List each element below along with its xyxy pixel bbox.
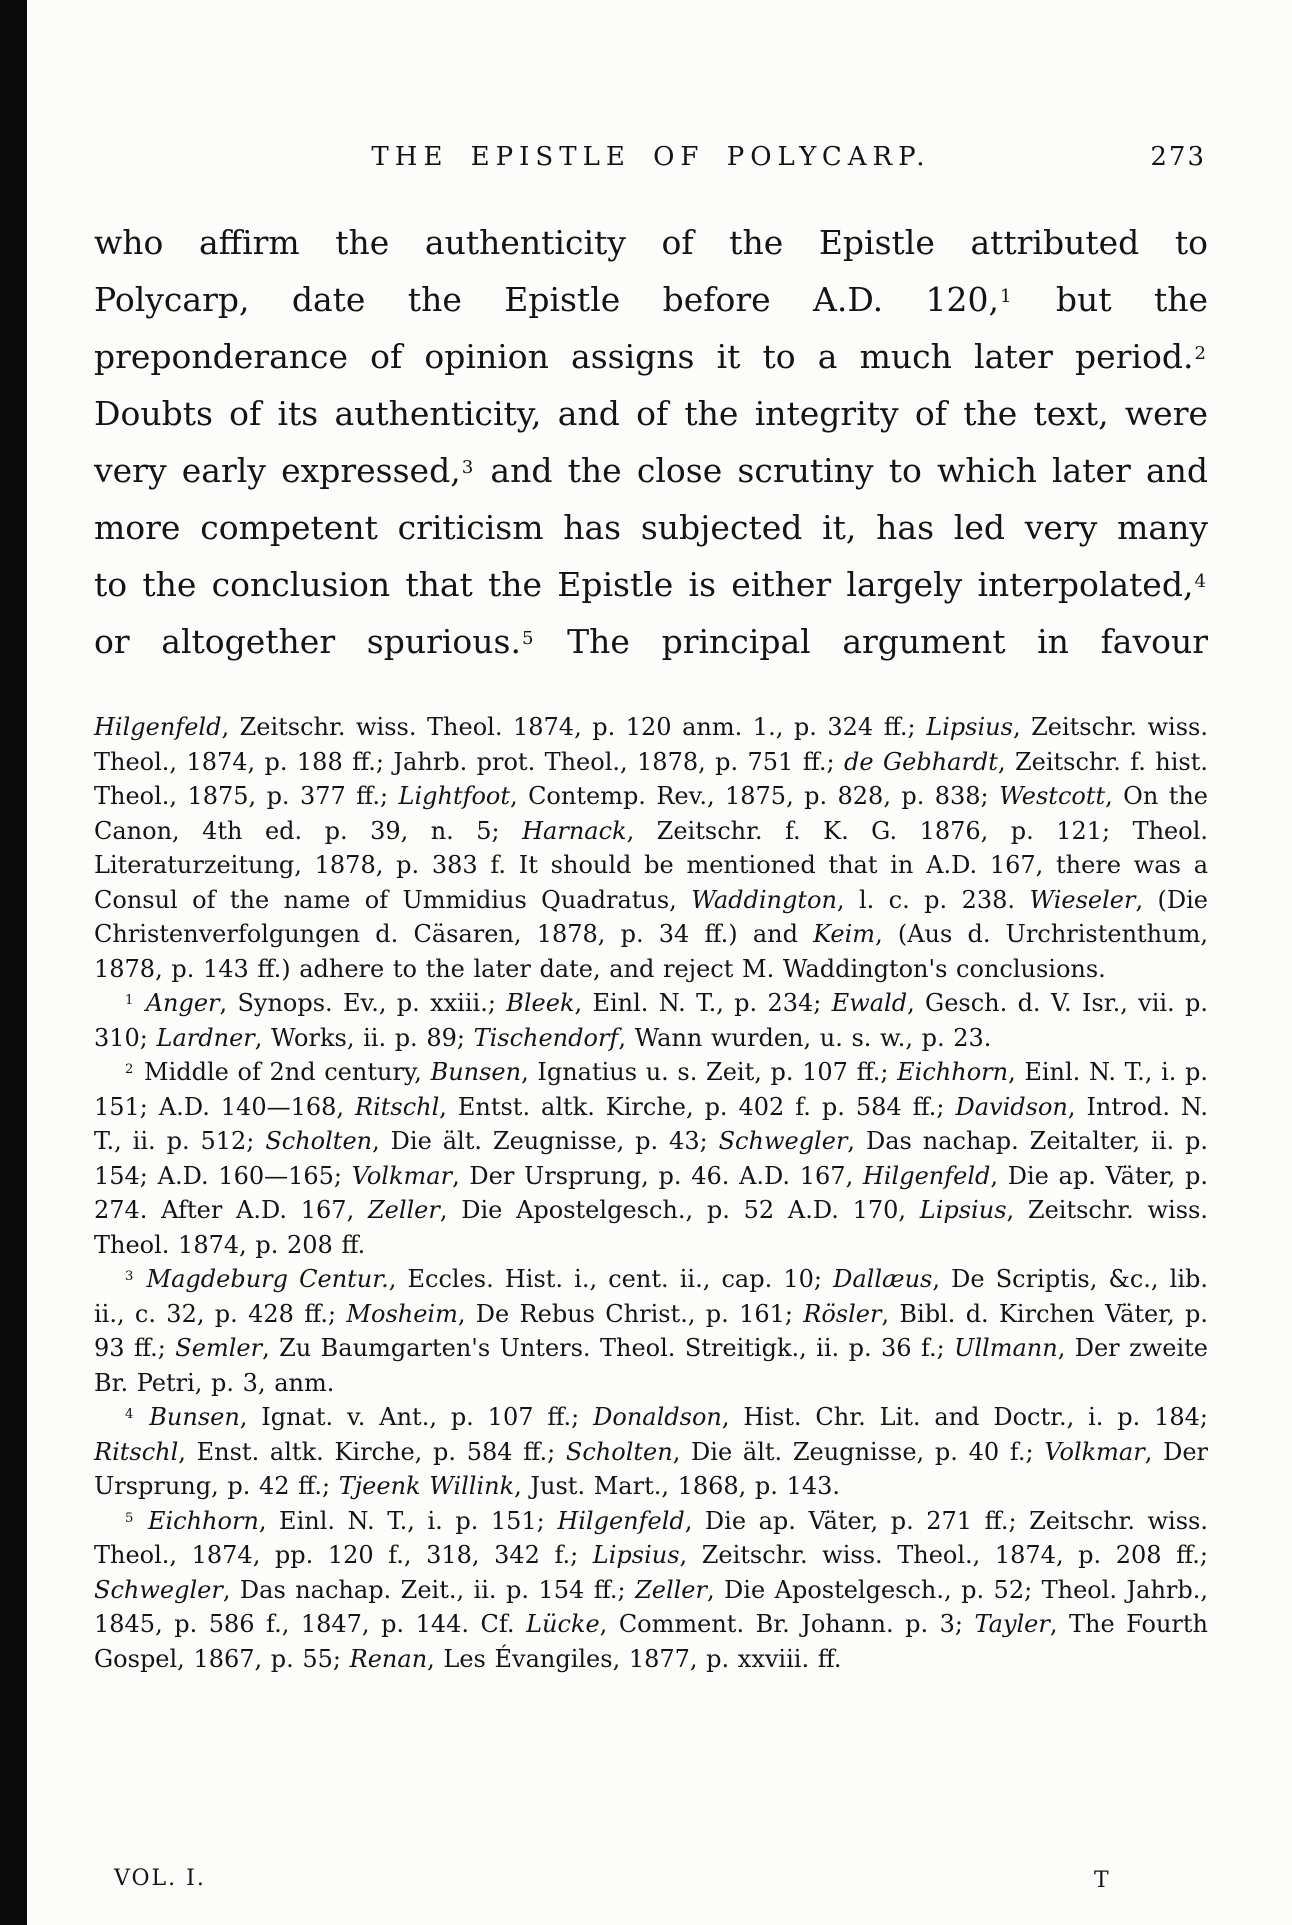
- page-content: [94, 0, 1208, 1676]
- footnote-5: $^5$ Eichhorn, Einl. N. T., i. p. 151; Hilgenfeld, Die ap. Väter, p. 271 ff.; Zeitschr. wiss. Theol., 1874, pp. 120 f., 318, 342 f.; Lipsius, Zeitschr. wiss. Theol., 1874, p. 208 ff.; Schwegler, Das nachap. Zeit., ii. p. 154 ff.; Zeller, Die Apostelgesch., p. 52; Theol. Jahrb., 1845, p. 586 f., 1847, p. 144. Cf. Lücke, Comment. Br. Johann. p. 3; Tayler, The Fourth Gospel, 1867, p. 55; Renan, Les Évangiles, 1877, p. xxviii. ff.: [94, 1506, 1209, 1673]
- running-header: [94, 142, 1208, 178]
- page-number: 273: [1150, 142, 1206, 172]
- footnotes-block: [94, 710, 1208, 1676]
- footnote-1: $^1$ Anger, Synops. Ev., p. xxiii.; Bleek, Einl. N. T., p. 234; Ewald, Gesch. d. V. Isr., vii. p. 310; Lardner, Works, ii. p. 89; Tischendorf, Wann wurden, u. s. w., p. 23.: [94, 989, 1208, 1052]
- footnote-continuation: Hilgenfeld, Zeitschr. wiss. Theol. 1874, p. 120 anm. 1., p. 324 ff.; Lipsius, Zeitschr. wiss. Theol., 1874, p. 188 ff.; Jahrb. prot. Theol., 1878, p. 751 ff.; de Gebhardt, Zeitschr. f. hist. Theol., 1875, p. 377 ff.; Lightfoot, Contemp. Rev., 1875, p. 828, p. 838; Westcott, On the Canon, 4th ed. p. 39, n. 5; Harnack, Zeitschr. f. K. G. 1876, p. 121; Theol. Literaturzeitung, 1878, p. 383 f. It should be mentioned that in A.D. 167, there was a Consul of the name of Ummidius Quadratus, Waddington, l. c. p. 238. Wieseler, (Die Christenverfolgungen d. Cäsaren, 1878, p. 34 ff.) and Keim, (Aus d. Urchristenthum, 1878, p. 143 ff.) adhere to the later date, and reject M. Waddington's conclusions.: [94, 713, 1209, 983]
- printer-signature-mark: T: [1094, 1868, 1109, 1893]
- footnote-2: $^2$ Middle of 2nd century, Bunsen, Ignatius u. s. Zeit, p. 107 ff.; Eichhorn, Einl. N. T., i. p. 151; A.D. 140—168, Ritschl, Entst. altk. Kirche, p. 402 f. p. 584 ff.; Davidson, Introd. N. T., ii. p. 512; Scholten, Die ält. Zeugnisse, p. 43; Schwegler, Das nachap. Zeitalter, ii. p. 154; A.D. 160—165; Volkmar, Der Ursprung, p. 46. A.D. 167, Hilgenfeld, Die ap. Väter, p. 274. After A.D. 167, Zeller, Die Apostelgesch., p. 52 A.D. 170, Lipsius, Zeitschr. wiss. Theol. 1874, p. 208 ff.: [94, 1058, 1209, 1259]
- page-title: THE EPISTLE OF POLYCARP.: [371, 142, 931, 172]
- page-footer: [94, 1866, 1208, 1900]
- footnote-3: $^3$ Magdeburg Centur., Eccles. Hist. i., cent. ii., cap. 10; Dallæus, De Scriptis, &c., lib. ii., c. 32, p. 428 ff.; Mosheim, De Rebus Christ., p. 161; Rösler, Bibl. d. Kirchen Väter, p. 93 ff.; Semler, Zu Baumgarten's Unters. Theol. Streitigk., ii. p. 36 f.; Ullmann, Der zweite Br. Petri, p. 3, anm.: [94, 1265, 1209, 1397]
- body-paragraph: who affirm the authenticity of the Epistle attributed to Polycarp, date the Epistle before A.D. 120,$^1$ but the preponderance of opinion assigns it to a much later period.$^2$ Doubts of its authenticity, and of the integrity of the text, were very early expressed,$^3$ and the close scrutiny to which later and more competent criticism has subjected it, has led very many to the conclusion that the Epistle is either largely interpolated,$^4$ or altogether spurious.$^5$ The principal argument in favour: [94, 223, 1209, 661]
- scan-gutter-shadow: [0, 0, 27, 1925]
- footnote-4: $^4$ Bunsen, Ignat. v. Ant., p. 107 ff.; Donaldson, Hist. Chr. Lit. and Doctr., i. p. 184; Ritschl, Enst. altk. Kirche, p. 584 ff.; Scholten, Die ält. Zeugnisse, p. 40 f.; Volkmar, Der Ursprung, p. 42 ff.; Tjeenk Willink, Just. Mart., 1868, p. 143.: [94, 1403, 1208, 1500]
- volume-label: VOL. I.: [114, 1866, 206, 1891]
